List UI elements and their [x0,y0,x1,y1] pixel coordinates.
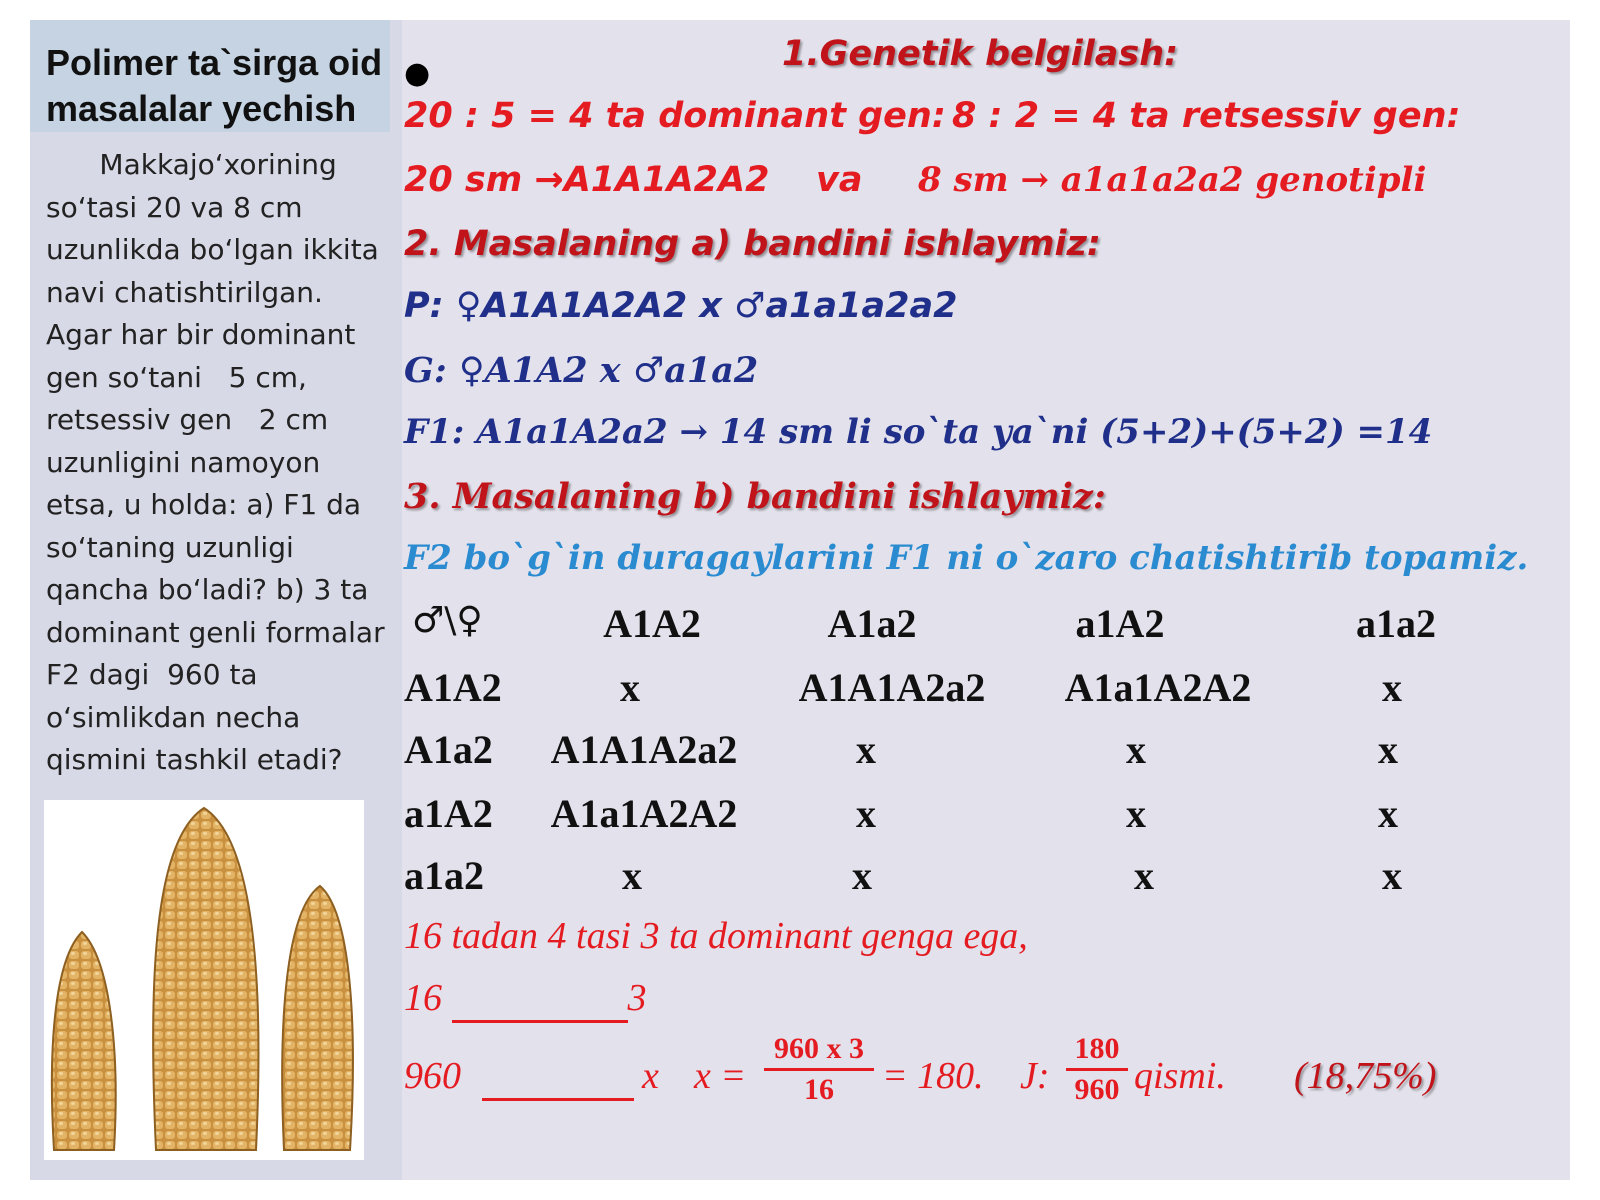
heading-genetic-notation: 1.Genetik belgilash: [782,34,1179,74]
genotype-va: va [816,160,863,200]
heading-part-b: 3. Masalaning b) bandini ishlaymiz: [404,476,1106,517]
punnett-cell: x [1382,665,1402,710]
proportion-960: 960 [404,1055,461,1097]
equation-result: = 180. [882,1055,984,1097]
fraction-180-over-960 [1066,1032,1128,1107]
punnett-col-header: a1A2 [1075,601,1165,646]
fraction-numerator: 960 x 3 [774,1032,864,1065]
corn-cob-large [153,808,258,1150]
bullet: ● [404,56,431,91]
answer-percent: (18,75%) [1294,1055,1437,1097]
answer-word: qismi. [1134,1055,1226,1097]
proportion-3: 3 [627,977,647,1019]
punnett-cell: x [1126,791,1146,836]
punnett-row-label: A1a2 [404,727,493,772]
parents-line: P: ♀A1A1A2A2 x ♂a1a1a2a2 [404,286,958,326]
left-panel [30,20,402,1180]
recessive-calc: 8 : 2 = 4 ta retsessiv gen: [952,96,1461,136]
punnett-cell: x [1382,853,1402,898]
problem-statement: Makkajo‘xorining so‘tasi 20 va 8 cm uzunlikda bo‘lgan ikkita navi chatishtirilgan. Agar har bir dominant gen so‘tani 5 cm, retsessiv gen 2 cm uzunligini namoyon etsa, u holda: a) F1 da so‘taning uzunligi qancha bo‘ladi? b) 3 ta dominant genli formalar F2 dagi 960 ta o‘simlikdan necha qismini tashkil etadi? [46,148,394,776]
punnett-row-label: a1a2 [404,853,484,898]
f1-line: F1: A1a1A2a2 → 14 sm li so`ta ya`ni (5+2)+(5+2) =14 [404,412,1433,452]
punnett-cell: x [622,853,642,898]
fraction-denominator: 960 [1074,1073,1120,1106]
proportion-blank-2 [482,1054,634,1101]
punnett-col-header: A1A2 [603,601,701,646]
punnett-cell: x [856,791,876,836]
gametes-line: G: ♀A1A2 x ♂a1a2 [404,350,759,391]
heading-part-a: 2. Masalaning a) bandini ishlaymiz: [404,224,1101,264]
proportion-blank [452,976,628,1023]
slide-title: Polimer ta`sirga oid masalalar yechish [30,20,390,132]
punnett-row-label: A1A2 [404,665,502,710]
proportion-16: 16 [404,977,442,1019]
genotype-parent-a: 20 sm →A1A1A2A2 [404,160,770,200]
punnett-col-header: a1a2 [1356,601,1436,646]
punnett-cell: x [856,727,876,772]
equation-x: x = [694,1055,747,1097]
punnett-cell: x [852,853,872,898]
punnett-cell: x [1378,727,1398,772]
punnett-cell: A1A1A2a2 [550,727,738,772]
corn-cob-small [52,932,116,1150]
f2-line: F2 bo`g`in duragaylarini F1 ni o`zaro chatishtirib topamiz. [404,538,1529,578]
corn-cobs-image [44,800,364,1160]
answer-label: J: [1020,1055,1050,1097]
dominant-calc: 20 : 5 = 4 ta dominant gen: [404,96,946,136]
punnett-row-label: a1A2 [404,791,493,836]
fraction-denominator: 16 [804,1073,834,1106]
conclusion-line: 16 tadan 4 tasi 3 ta dominant genga ega, [404,915,1028,957]
proportion-line-1 [404,976,647,1023]
proportion-x: x [642,1055,659,1097]
punnett-cell: x [1378,791,1398,836]
punnett-cell: A1A1A2a2 [798,665,986,710]
punnett-cell: x [1134,853,1154,898]
slide [30,20,1570,1180]
punnett-cell: x [1126,727,1146,772]
corn-cob-medium [282,886,353,1150]
fraction-960x3-over-16 [764,1032,874,1107]
punnett-col-header: A1a2 [827,601,917,646]
punnett-cell: A1a1A2A2 [550,791,738,836]
fraction-numerator: 180 [1074,1032,1120,1065]
punnett-cell: x [620,665,640,710]
punnett-corner: ♂\♀ [412,600,483,641]
punnett-cell: A1a1A2A2 [1064,665,1252,710]
genotype-parent-b: 8 sm → a1a1a2a2 genotipli [918,160,1427,200]
